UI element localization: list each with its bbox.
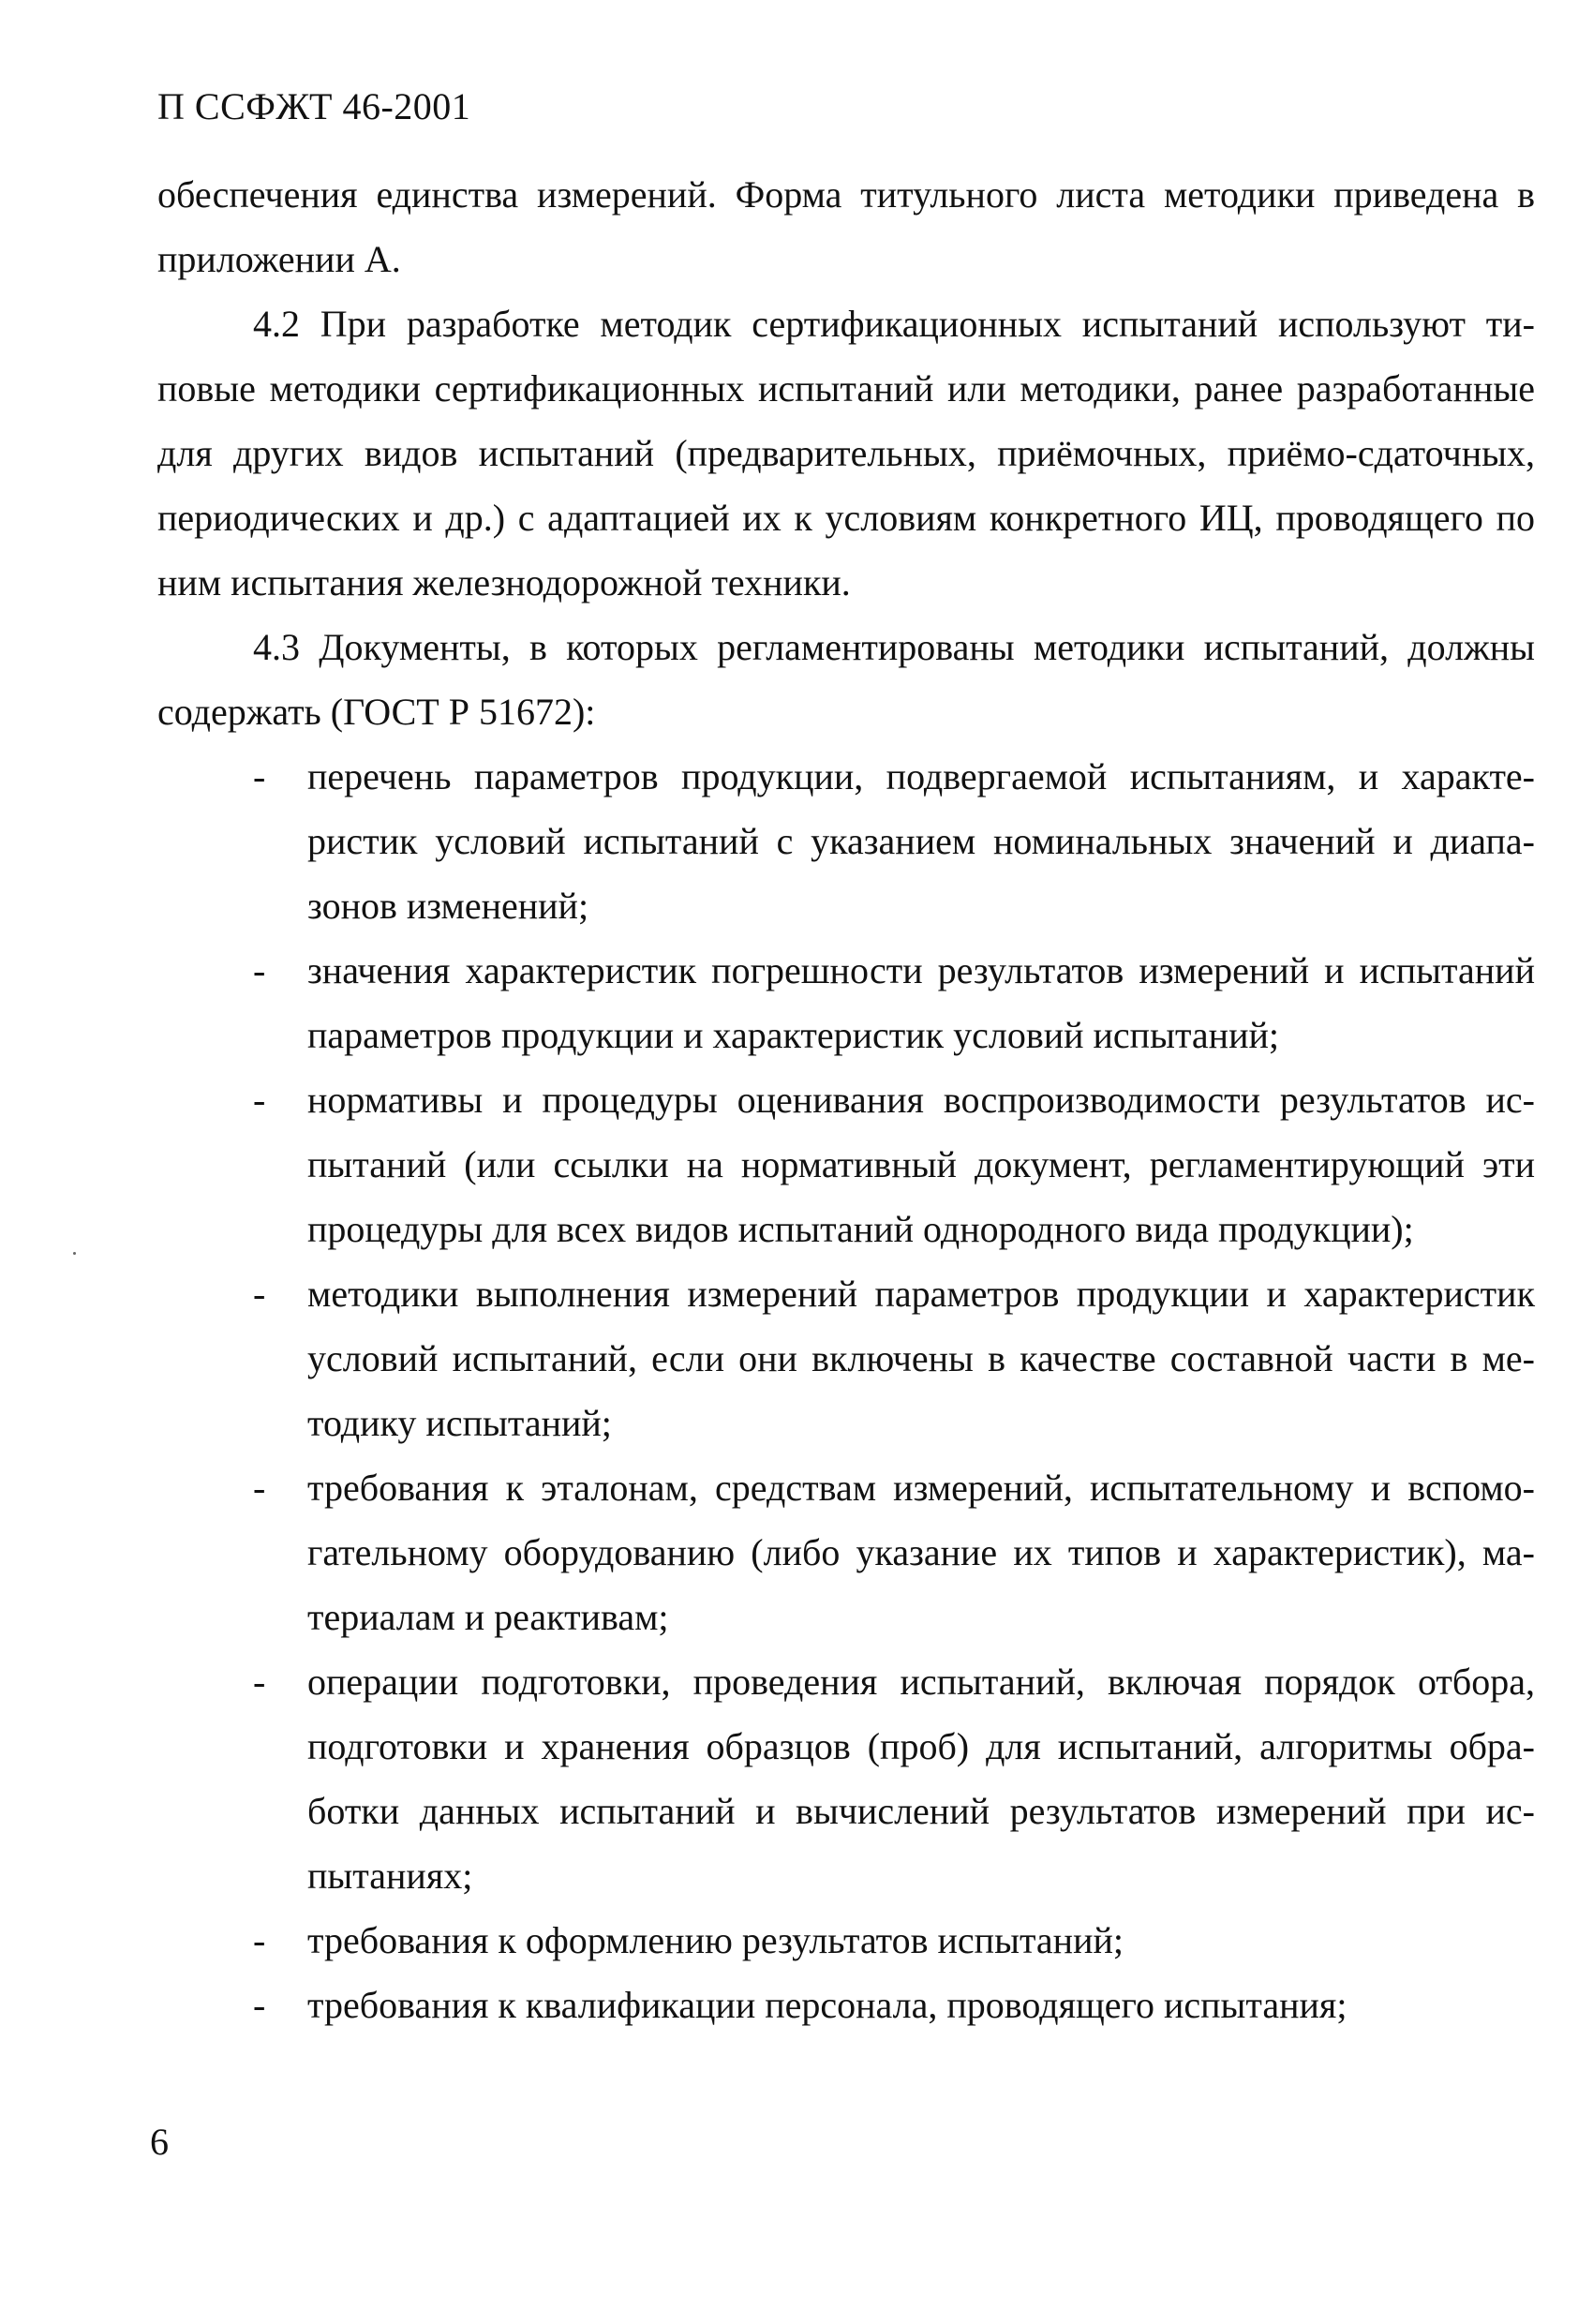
document-body [157,162,1535,2037]
dash-marker: - [253,1467,266,1509]
dash-marker: - [253,1273,266,1315]
list-item [157,744,1535,938]
list-item [157,1455,1535,1649]
list-item-text: требования к квалификации персонала, проводящего испытания; [307,1984,1347,2026]
list-item [157,1649,1535,1908]
dash-marker: - [253,755,266,797]
page-number: 6 [150,2121,169,2163]
paragraph-4-2: 4.2 При разработке методик сертификационных испытаний используют типовые методики сертификационных испытаний или методики, ранее разработанные для других видов испытаний (предварительных, приёмочных, приёмо-сдаточных, периодических и др.) с адаптацией их к условиям конкретного ИЦ, проводящего по ним испытания железнодорожной техники. [157,303,1535,603]
list-item [157,1261,1535,1455]
list-item [157,1973,1535,2037]
dash-marker: - [253,1079,266,1121]
list-item-text: перечень параметров продукции, подвергаемой испытаниям, и характеристик условий испытаний с указанием номинальных значений и диапазонов изменений; [307,755,1535,927]
list-item-text: методики выполнения измерений параметров продукции и характеристик условий испытаний, если они включены в качестве составной части в методику испытаний; [307,1273,1535,1444]
list-item-text: требования к оформлению результатов испытаний; [307,1919,1124,1961]
list-item-text: значения характеристик погрешности результатов измерений и испытаний параметров продукции и характеристик условий испытаний; [307,949,1535,1056]
requirements-list [157,744,1535,2037]
paragraph-4-3: 4.3 Документы, в которых регламентированы методики испытаний, должны содержать (ГОСТ Р 51672): [157,626,1535,733]
dash-marker: - [253,1984,266,2026]
document-code-header: П ССФЖТ 46-2001 [157,85,471,127]
scan-speck [73,1252,76,1255]
list-item [157,1067,1535,1261]
dash-marker: - [253,1919,266,1961]
list-item [157,1908,1535,1973]
list-item [157,938,1535,1067]
dash-marker: - [253,949,266,991]
list-item-text: требования к эталонам, средствам измерений, испытательному и вспомогательному оборудованию (либо указание их типов и характеристик), материалам и реактивам; [307,1467,1535,1638]
list-item-text: нормативы и процедуры оценивания воспроизводимости результатов испытаний (или ссылки на нормативный документ, регламентирующий эти процедуры для всех видов испытаний однородного вида продукции); [307,1079,1535,1250]
dash-marker: - [253,1661,266,1703]
list-item-text: операции подготовки, проведения испытаний, включая порядок отбора, подготовки и хранения образцов (проб) для испытаний, алгоритмы обработки данных испытаний и вычислений результатов измерений при испытаниях; [307,1661,1535,1897]
paragraph-continuation: обеспечения единства измерений. Форма титульного листа методики приведена в приложении А. [157,173,1535,280]
